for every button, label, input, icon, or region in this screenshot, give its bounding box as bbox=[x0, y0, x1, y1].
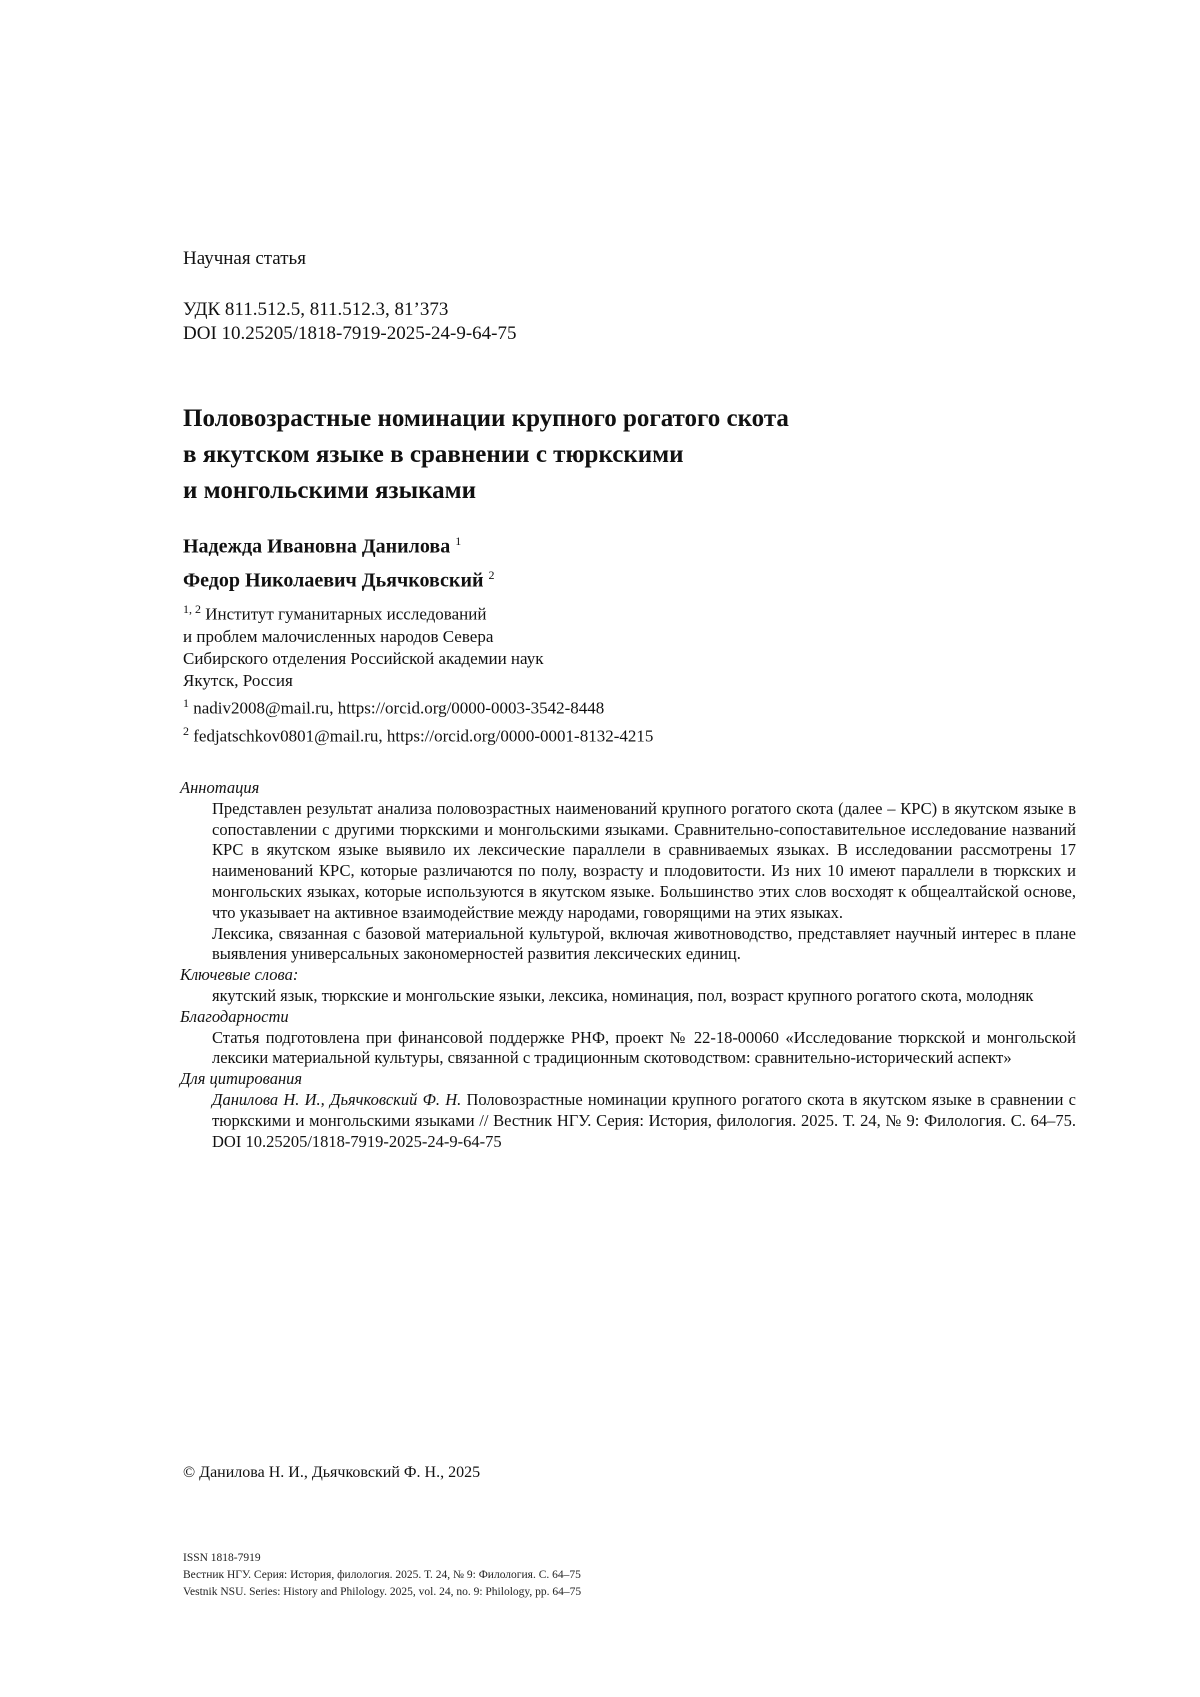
affiliation-line: Якутск, Россия bbox=[183, 670, 293, 690]
contact-2 bbox=[183, 720, 653, 748]
abstract-body bbox=[180, 799, 1076, 965]
identifiers bbox=[183, 298, 517, 346]
contact-link[interactable]: fedjatschkov0801@mail.ru, https://orcid.org/0000-0001-8132-4215 bbox=[193, 726, 654, 746]
affiliation-line: Институт гуманитарных исследований bbox=[205, 604, 487, 624]
acknowledgements-heading: Благодарности bbox=[180, 1006, 289, 1026]
article-metadata bbox=[180, 778, 1076, 1152]
title-line: и монгольскими языками bbox=[183, 477, 477, 504]
citation-body bbox=[180, 1090, 1076, 1152]
contact-link[interactable]: nadiv2008@mail.ru, https://orcid.org/0000-0003-3542-8448 bbox=[193, 698, 605, 718]
article-title bbox=[183, 401, 789, 509]
keywords-body: якутский язык, тюркские и монгольские языки, лексика, номинация, пол, возраст крупного рогатого скота, молодняк bbox=[212, 985, 1034, 1005]
abstract-paragraph: Лексика, связанная с базовой материальной культурой, включая животноводство, представляет научный интерес в плане выявления универсальных закономерностей развития лексических единиц. bbox=[212, 923, 1076, 964]
copyright: © Данилова Н. И., Дьячковский Ф. Н., 2025 bbox=[183, 1464, 481, 1481]
author-contacts bbox=[183, 692, 653, 747]
udk-code: УДК 811.512.5, 811.512.3, 81’373 bbox=[183, 299, 449, 320]
author-name: Надежда Ивановна Данилова bbox=[183, 535, 451, 558]
author-sup: 1 bbox=[455, 534, 462, 548]
keywords-heading: Ключевые слова: bbox=[180, 965, 299, 985]
contact-1 bbox=[183, 692, 653, 720]
article-type: Научная статья bbox=[183, 248, 306, 269]
journal-citation-en: Vestnik NSU. Series: History and Philology. 2025, vol. 24, no. 9: Philology, pp. 64–75 bbox=[183, 1586, 582, 1598]
abstract-heading: Аннотация bbox=[180, 778, 260, 797]
affiliation-line: и проблем малочисленных народов Севера bbox=[183, 626, 494, 646]
citation-heading: Для цитирования bbox=[180, 1069, 303, 1089]
title-line: в якутском языке в сравнении с тюркскими bbox=[183, 441, 684, 468]
abstract-paragraph: Представлен результат анализа половозрастных наименований крупного рогатого скота (далее – КРС) в якутском языке в сопоставлении с другими тюркскими и монгольскими языками. Сравнительно-сопоставительное исследование названий КРС в якутском языке выявило их лексические параллели в сравниваемых языках. В исследовании рассмотрены 17 наименований КРС, которые различаются по полу, возрасту и плодовитости. Из них 10 имеют параллели в тюркских и монгольских языках, которые используются в якутском языке. Большинство этих слов восходят к общеалтайской основе, что указывает на активное взаимодействие между народами, говорящими на этих языках. bbox=[212, 798, 1076, 922]
citation-text: Половозрастные номинации крупного рогатого скота в якутском языке в сравнении с тюркскими и монгольскими языками // Вестник НГУ. Серия: История, филология. 2025. Т. 24, № 9: Филология. С. 64–75. DOI 10.25205/1818-7919-2025-24-9-64-75 bbox=[212, 1089, 1076, 1151]
journal-citation-ru: Вестник НГУ. Серия: История, филология. 2025. Т. 24, № 9: Филология. С. 64–75 bbox=[183, 1569, 581, 1581]
authors bbox=[183, 527, 495, 594]
title-line: Половозрастные номинации крупного рогатого скота bbox=[183, 405, 789, 432]
affiliation bbox=[183, 598, 543, 692]
issn: ISSN 1818-7919 bbox=[183, 1552, 261, 1564]
acknowledgements-body: Статья подготовлена при финансовой поддержке РНФ, проект № 22-18-00060 «Исследование тюркской и монгольской лексики материальной культуры, связанной с традиционным скотоводством: сравнительно-исторический аспект» bbox=[212, 1027, 1076, 1068]
affiliation-line: Сибирского отделения Российской академии наук bbox=[183, 648, 544, 668]
author-2 bbox=[183, 561, 495, 595]
doi: DOI 10.25205/1818-7919-2025-24-9-64-75 bbox=[183, 323, 517, 344]
contact-sup: 1 bbox=[183, 696, 189, 710]
journal-footer bbox=[183, 1550, 581, 1601]
author-name: Федор Николаевич Дьячковский bbox=[183, 569, 484, 592]
citation-authors: Данилова Н. И., Дьячковский Ф. Н. bbox=[212, 1089, 462, 1109]
author-sup: 2 bbox=[488, 567, 495, 582]
contact-sup: 2 bbox=[183, 723, 189, 738]
author-1 bbox=[183, 527, 495, 561]
affiliation-sup: 1, 2 bbox=[183, 602, 201, 616]
